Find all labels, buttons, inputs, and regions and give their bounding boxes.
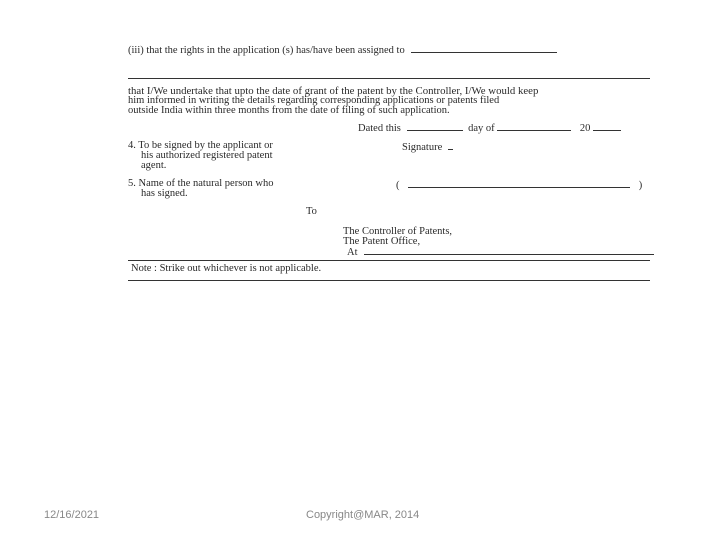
undertaking-line-1: that I/We undertake that upto the date of grant of the patent by the Controller, I/We would keep [128,85,539,97]
item5-line-1: 5. Name of the natural person who [128,178,274,189]
footer-date: 12/16/2021 [44,509,100,521]
undertaking-line-2: him informed in writing the details regarding corresponding applications or patents filed [128,95,500,106]
addressee-line-3 [347,245,654,258]
item5-line-2: has signed. [141,188,188,199]
signer-name-blank[interactable] [408,178,630,188]
item4-line-2: his authorized registered patent [141,150,273,161]
paren-open: ( [396,180,400,191]
date-day-blank[interactable] [407,121,463,131]
assignee-blank[interactable] [411,43,557,53]
signature-label: Signature [402,142,443,153]
to-label: To [306,206,317,217]
year-prefix: 20 [579,123,591,134]
day-of-label: day of [468,123,495,134]
note-bottom-line [128,280,650,281]
paren-close: ) [638,180,643,191]
date-month-blank[interactable] [497,121,571,131]
item4-line-3: agent. [141,160,167,171]
note-top-line [128,260,650,261]
signature-field [402,140,453,153]
separator-line [128,78,650,79]
dated-this-label: Dated this [358,123,401,134]
signature-blank[interactable] [448,140,453,150]
dated-line [358,121,621,134]
undertaking-line-3: outside India within three months from the date of filing of such application. [128,105,450,116]
footer-copyright: Copyright@MAR, 2014 [306,509,420,521]
addressee-line-1: The Controller of Patents, [343,226,453,237]
clause-iii-text: (iii) that the rights in the application (s) has/have been assigned to [128,45,405,56]
note-text: Note : Strike out whichever is not applicable. [131,263,322,274]
date-year-blank[interactable] [593,121,621,131]
signer-name-field [396,178,642,191]
office-location-blank[interactable] [364,245,654,255]
clause-iii [128,43,557,56]
at-label: At [347,247,358,258]
item4-line-1: 4. To be signed by the applicant or [128,140,273,151]
addressee-line-2: The Patent Office, [343,236,421,247]
